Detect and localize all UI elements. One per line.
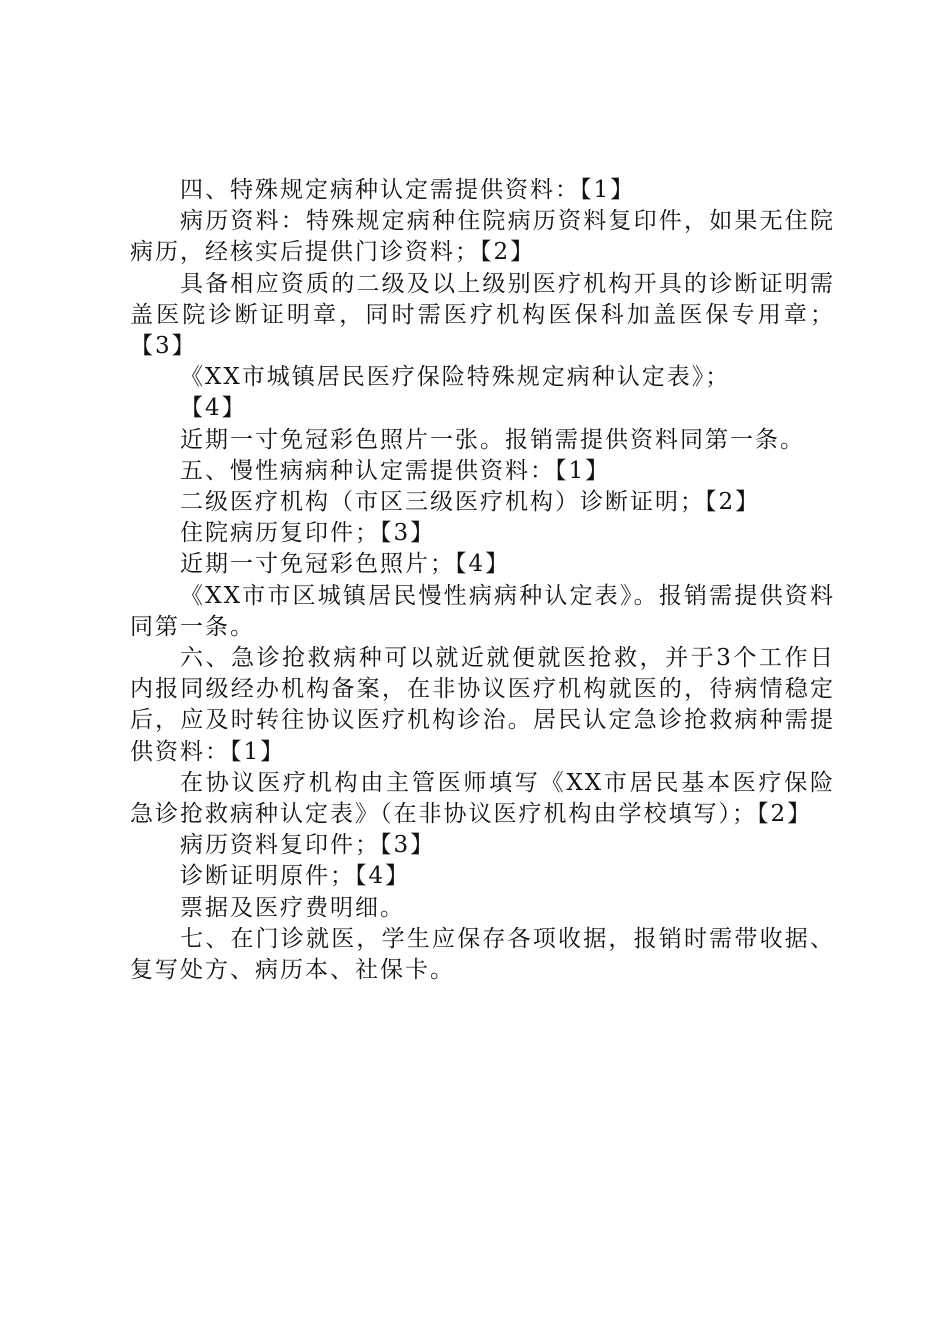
paragraph: 六、急诊抢救病种可以就近就便就医抢救，并于3个工作日内报同级经办机构备案，在非协议医疗机构就医的，待病情稳定后，应及时转往协议医疗机构诊治。居民认定急诊抢救病种需提供资料：【1】 [130, 645, 835, 765]
paragraph: 四、特殊规定病种认定需提供资料：【1】 [180, 177, 636, 203]
paragraph: 《XX市市区城镇居民慢性病病种认定表》。报销需提供资料同第一条。 [130, 582, 835, 640]
paragraph: 七、在门诊就医，学生应保存各项收据，报销时需带收据、复写处方、病历本、社保卡。 [130, 925, 835, 984]
paragraph: 【4】 [180, 395, 247, 422]
paragraph: 诊断证明原件；【4】 [180, 863, 411, 890]
paragraph: 二级医疗机构（市区三级医疗机构）诊断证明；【2】 [180, 489, 761, 516]
paragraph: 近期一寸免冠彩色照片；【4】 [180, 551, 511, 578]
paragraph: 住院病历复印件；【3】 [180, 520, 436, 547]
paragraph: 《XX市城镇居民医疗保险特殊规定病种认定表》； [180, 364, 731, 391]
paragraph: 五、慢性病病种认定需提供资料：【1】 [180, 457, 611, 484]
paragraph: 具备相应资质的二级及以上级别医疗机构开具的诊断证明需盖医院诊断证明章，同时需医疗机构医保科加盖医保专用章；【3】 [130, 270, 835, 360]
paragraph: 在协议医疗机构由主管医师填写《XX市居民基本医疗保险急诊抢救病种认定表》（在非协议医疗机构由学校填写）；【2】 [130, 769, 835, 828]
paragraph: 病历资料复印件；【3】 [180, 832, 436, 859]
paragraph: 票据及医疗费明细。 [180, 894, 405, 921]
paragraph: 近期一寸免冠彩色照片一张。报销需提供资料同第一条。 [180, 426, 805, 453]
paragraph: 病历资料：特殊规定病种住院病历资料复印件，如果无住院病历，经核实后提供门诊资料；【2】 [130, 208, 835, 266]
document-body [130, 175, 835, 986]
